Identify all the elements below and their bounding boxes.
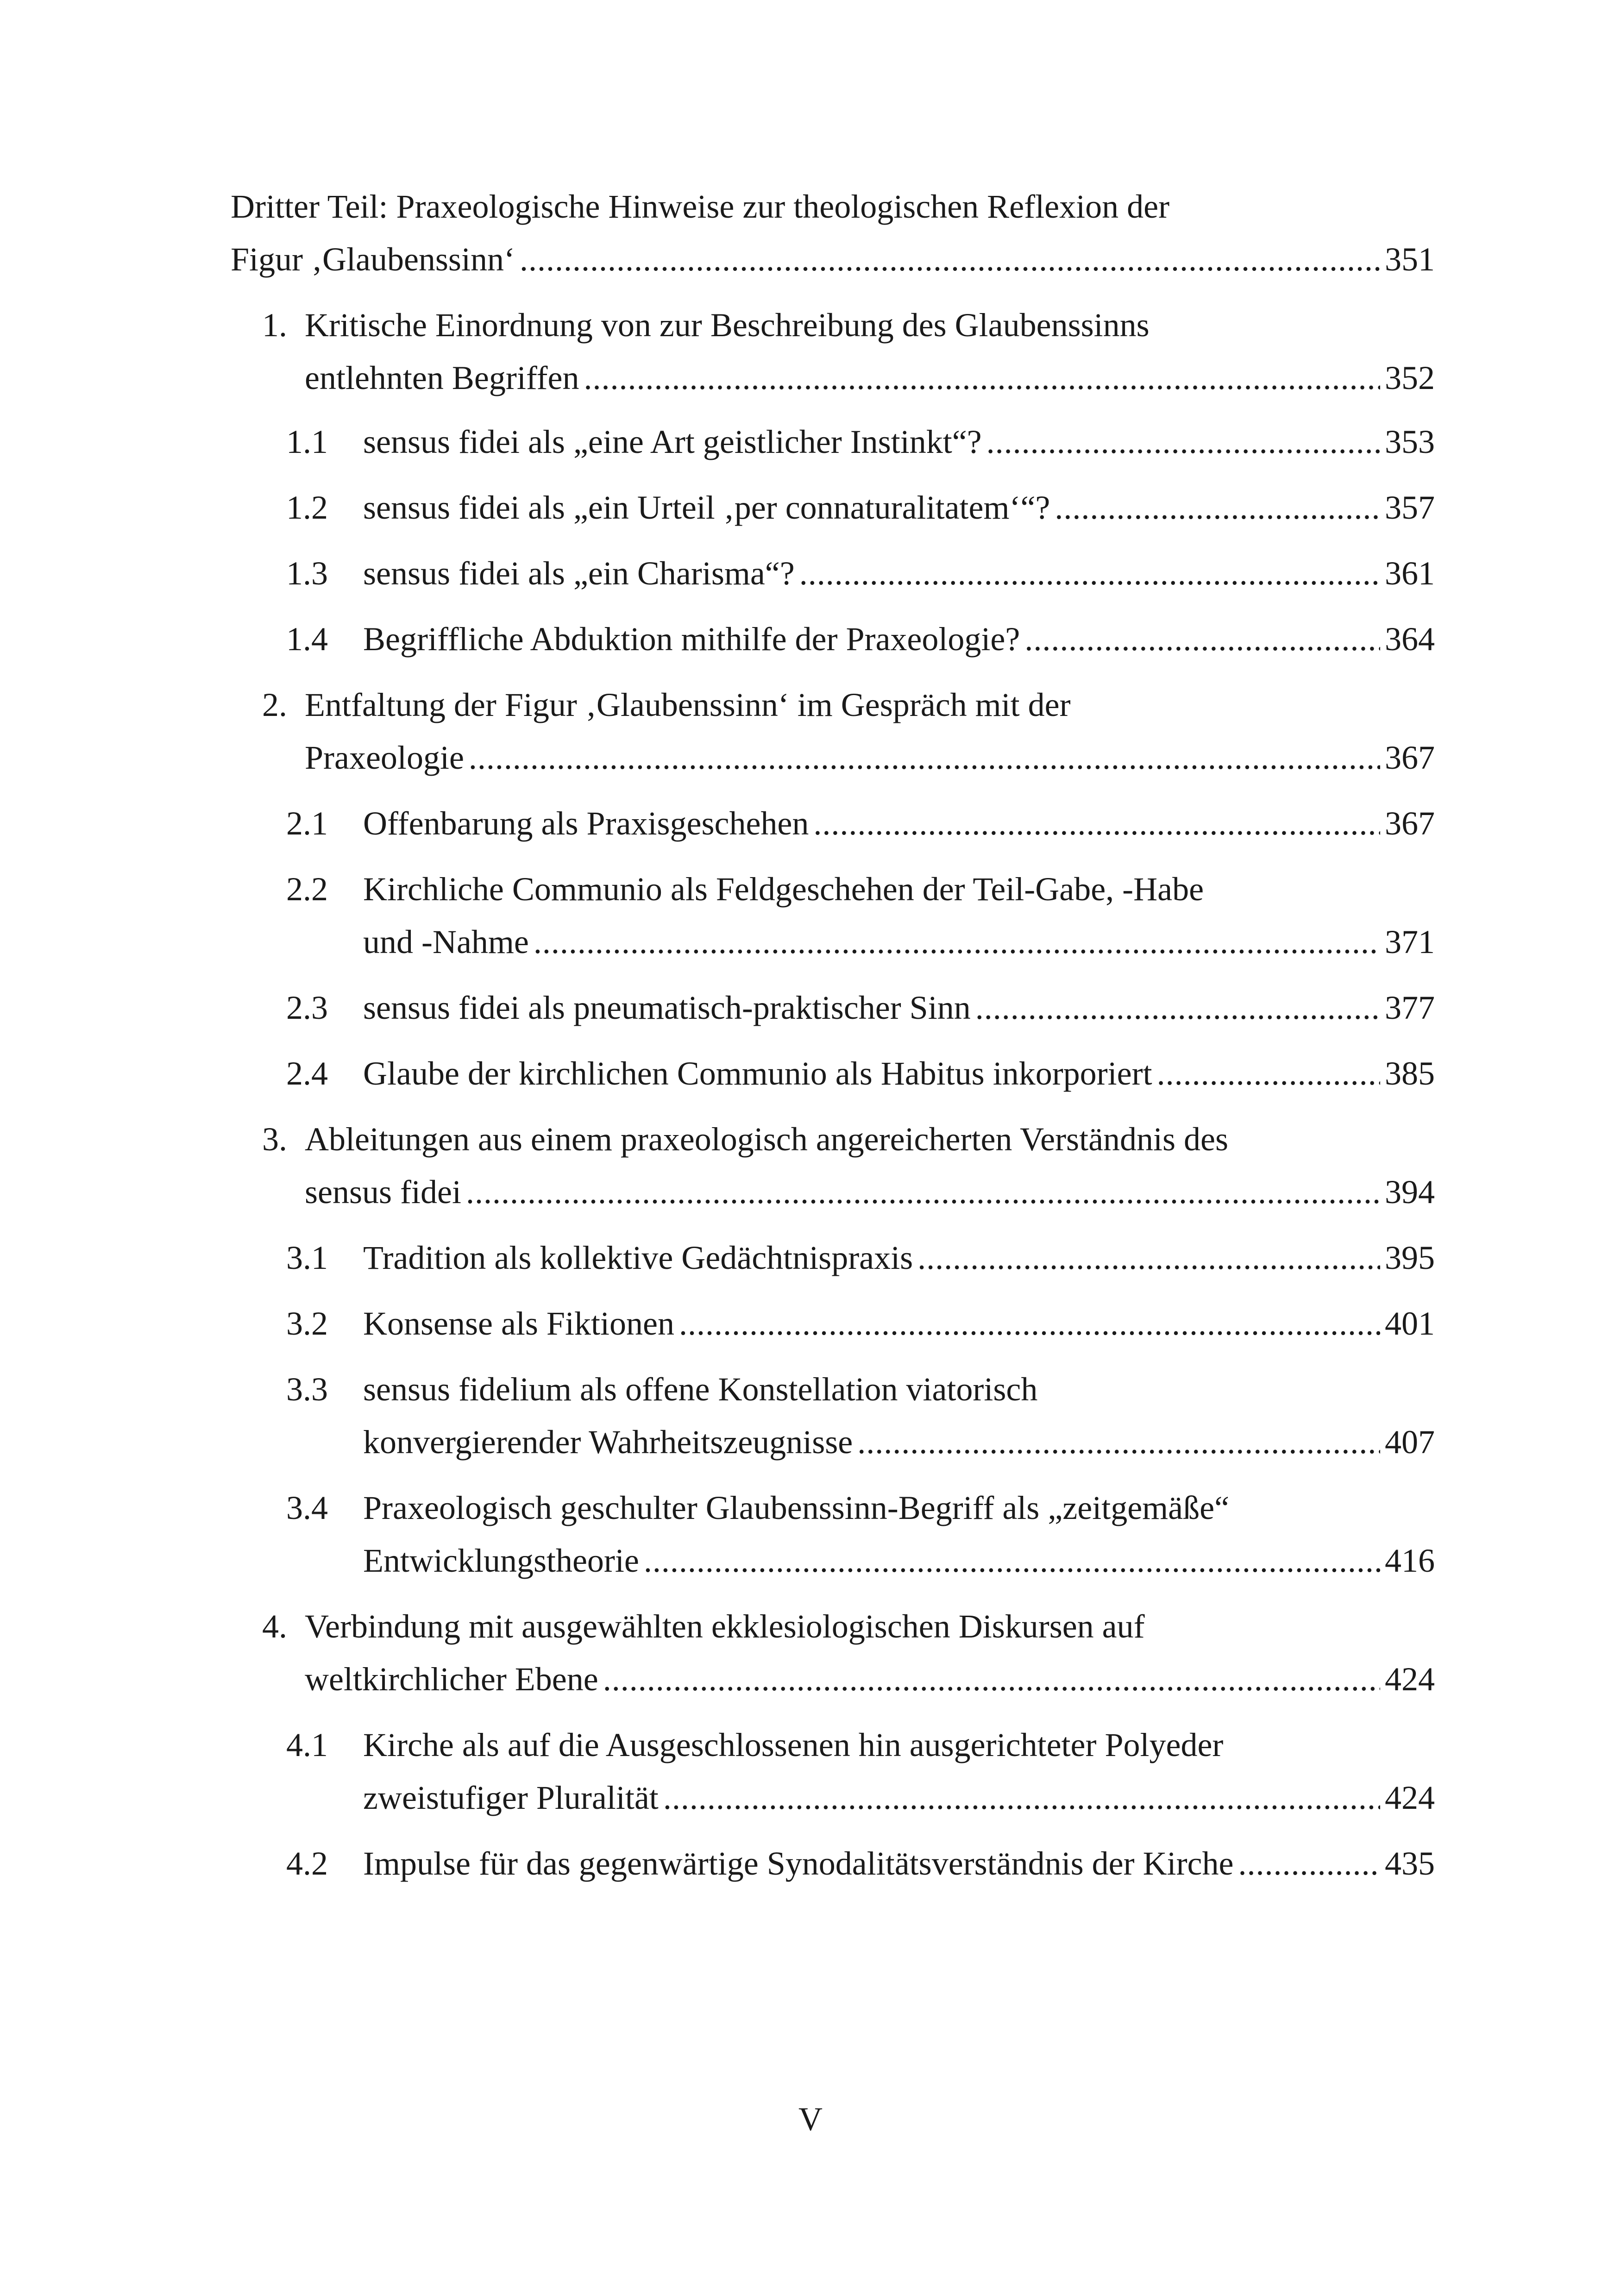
page-number: 353 <box>1385 423 1435 460</box>
section-4-1-line1 <box>286 1728 1223 1762</box>
part-heading-line2 <box>231 243 1435 276</box>
leader-dots <box>975 991 1380 1024</box>
section-number: 4.1 <box>286 1726 328 1763</box>
section-number: 4.2 <box>286 1845 328 1882</box>
section-number: 1.1 <box>286 423 328 460</box>
page-number: 377 <box>1385 989 1435 1026</box>
section-title: sensus fidei als „eine Art geistlicher Instinkt“? <box>363 423 982 460</box>
chapter-1-line1 <box>262 308 1150 342</box>
part-heading-line1 <box>231 190 1169 223</box>
section-number: 3.3 <box>286 1371 328 1408</box>
chapter-1-line2 <box>305 361 1435 395</box>
chapter-number: 2. <box>262 686 287 723</box>
section-title-cont: Entwicklungstheorie <box>363 1542 639 1579</box>
chapter-title: Verbindung mit ausgewählten ekklesiologischen Diskursen auf <box>305 1608 1145 1645</box>
chapter-3-line1 <box>262 1123 1228 1156</box>
leader-dots <box>1157 1057 1380 1090</box>
page-number: 395 <box>1385 1239 1435 1276</box>
leader-dots <box>534 925 1380 959</box>
section-title-cont: zweistufiger Pluralität <box>363 1779 659 1816</box>
section-2-4 <box>286 1057 1435 1090</box>
leader-dots <box>1238 1847 1380 1880</box>
section-3-2 <box>286 1307 1435 1340</box>
section-4-1-line2 <box>363 1781 1435 1814</box>
section-3-1 <box>286 1241 1435 1274</box>
leader-dots <box>857 1425 1380 1459</box>
leader-dots <box>466 1175 1380 1209</box>
section-2-1 <box>286 807 1435 840</box>
chapter-title: Kritische Einordnung von zur Beschreibung des Glaubenssinns <box>305 307 1150 344</box>
section-title: sensus fidei als pneumatisch-praktischer Sinn <box>363 989 971 1026</box>
page-number: 416 <box>1385 1542 1435 1579</box>
section-1-3 <box>286 557 1435 590</box>
section-title-cont: und -Nahme <box>363 923 529 960</box>
chapter-number: 4. <box>262 1608 287 1645</box>
leader-dots <box>679 1307 1380 1340</box>
section-number: 2.1 <box>286 805 328 842</box>
page-number: 367 <box>1385 805 1435 842</box>
page-number: 371 <box>1385 923 1435 960</box>
section-number: 3.4 <box>286 1489 328 1526</box>
chapter-title-cont: weltkirchlicher Ebene <box>305 1661 598 1698</box>
section-title: Begriffliche Abduktion mithilfe der Praxeologie? <box>363 621 1020 658</box>
section-number: 2.2 <box>286 871 328 908</box>
section-title: Konsense als Fiktionen <box>363 1305 674 1342</box>
section-number: 2.4 <box>286 1055 328 1092</box>
page-number: 424 <box>1385 1779 1435 1816</box>
part-title: Dritter Teil: Praxeologische Hinweise zur theologischen Reflexion der <box>231 188 1170 225</box>
section-title: Kirchliche Communio als Feldgeschehen der Teil-Gabe, -Habe <box>363 871 1204 908</box>
leader-dots <box>644 1544 1380 1577</box>
section-title: sensus fidelium als offene Konstellation viatorisch <box>363 1371 1038 1408</box>
leader-dots <box>663 1781 1380 1814</box>
section-number: 1.3 <box>286 555 328 592</box>
section-3-3-line2 <box>363 1425 1435 1459</box>
chapter-4-line1 <box>262 1610 1145 1643</box>
section-number: 1.2 <box>286 489 328 526</box>
section-number: 3.2 <box>286 1305 328 1342</box>
leader-dots <box>520 243 1380 276</box>
section-3-4-line1 <box>286 1491 1229 1524</box>
section-title: sensus fidei als „ein Urteil ‚per connaturalitatem‘“? <box>363 489 1050 526</box>
leader-dots <box>584 361 1380 395</box>
leader-dots <box>1055 491 1380 524</box>
section-title: Kirche als auf die Ausgeschlossenen hin ausgerichteter Polyeder <box>363 1726 1224 1763</box>
page-number: 351 <box>1385 241 1435 278</box>
chapter-2-line2 <box>305 741 1435 774</box>
page-number: 352 <box>1385 359 1435 396</box>
page-number: 361 <box>1385 555 1435 592</box>
section-2-2-line1 <box>286 872 1204 906</box>
section-2-2-line2 <box>363 925 1435 959</box>
section-title: Offenbarung als Praxisgeschehen <box>363 805 809 842</box>
leader-dots <box>603 1662 1380 1696</box>
section-number: 2.3 <box>286 989 328 1026</box>
section-4-2 <box>286 1847 1435 1880</box>
section-number: 3.1 <box>286 1239 328 1276</box>
section-title: sensus fidei als „ein Charisma“? <box>363 555 795 592</box>
page-footer <box>0 2102 1621 2136</box>
leader-dots <box>469 741 1380 774</box>
page-number: 364 <box>1385 621 1435 658</box>
section-title: Tradition als kollektive Gedächtnispraxis <box>363 1239 913 1276</box>
section-2-3 <box>286 991 1435 1024</box>
page-number: 407 <box>1385 1424 1435 1461</box>
section-number: 1.4 <box>286 621 328 658</box>
page-number: 401 <box>1385 1305 1435 1342</box>
chapter-2-line1 <box>262 688 1071 721</box>
leader-dots <box>1024 622 1380 656</box>
chapter-number: 1. <box>262 307 287 344</box>
page-number: 357 <box>1385 489 1435 526</box>
page-number: 435 <box>1385 1845 1435 1882</box>
page-number: 394 <box>1385 1173 1435 1211</box>
leader-dots <box>799 557 1380 590</box>
section-title: Praxeologisch geschulter Glaubenssinn-Begriff als „zeitgemäße“ <box>363 1489 1230 1526</box>
part-title-cont: Figur ‚Glaubenssinn‘ <box>231 241 515 278</box>
section-title-cont: konvergierender Wahrheitszeugnisse <box>363 1424 853 1461</box>
leader-dots <box>813 807 1380 840</box>
chapter-title: Ableitungen aus einem praxeologisch angereicherten Verständnis des <box>305 1121 1229 1158</box>
page-number: 424 <box>1385 1661 1435 1698</box>
footer-page-number: V <box>798 2101 823 2138</box>
section-1-2 <box>286 491 1435 524</box>
chapter-title: Entfaltung der Figur ‚Glaubenssinn‘ im Gespräch mit der <box>305 686 1071 723</box>
chapter-number: 3. <box>262 1121 287 1158</box>
section-title: Impulse für das gegenwärtige Synodalitätsverständnis der Kirche <box>363 1845 1234 1882</box>
chapter-4-line2 <box>305 1662 1435 1696</box>
chapter-title-cont: Praxeologie <box>305 739 464 776</box>
section-3-4-line2 <box>363 1544 1435 1577</box>
section-3-3-line1 <box>286 1373 1037 1406</box>
section-1-4 <box>286 622 1435 656</box>
chapter-3-line2 <box>305 1175 1435 1209</box>
page-number: 367 <box>1385 739 1435 776</box>
chapter-title-cont: sensus fidei <box>305 1173 461 1211</box>
page-number: 385 <box>1385 1055 1435 1092</box>
chapter-title-cont: entlehnten Begriffen <box>305 359 579 396</box>
leader-dots <box>917 1241 1380 1274</box>
leader-dots <box>986 425 1380 458</box>
section-1-1 <box>286 425 1435 458</box>
section-title: Glaube der kirchlichen Communio als Habitus inkorporiert <box>363 1055 1152 1092</box>
